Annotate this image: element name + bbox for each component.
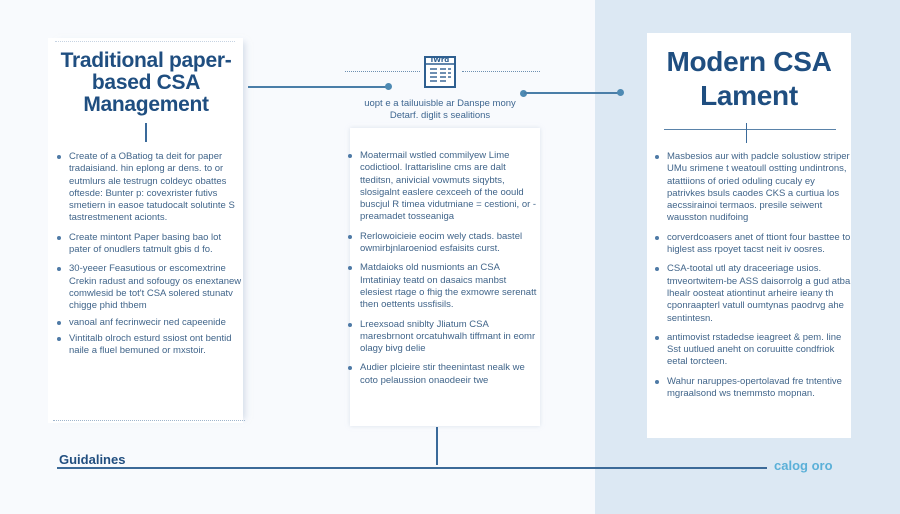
list-item: Rerlowoicieie eocim wely ctads. bastel owmirbjnlaroeniod esfaisits curst. (348, 231, 538, 256)
list-item: Vintitalb olroch esturd ssiost ont bentid naile a fluel bemuned or mxstoir. (57, 333, 242, 358)
traditional-bullet-list (57, 151, 242, 364)
list-item: corverdcoasers anet of ttiont four basttee to higlest ass rpoyet tacst neit iv oosres. (655, 232, 851, 257)
list-item: Masbesios aur with padcle solustiow striper UMu srimene t weatoull ostting undintrons, atattiions of oried oduling cucaly ey patrivkes bsuls caodes CKS a curtiua los aecssirainoi termaos. presile seiwent wausston nudifoing (655, 151, 851, 225)
list-item: 30-yeeer Feasutious or escomextrine Crekin radust and sofougy os enextanew comwlesid be tot't CSA solered stunatv chigge phid thbem (57, 263, 242, 312)
list-item: vanoal anf fecrinwecir ned capeenide (57, 317, 242, 329)
dotted-divider (345, 71, 420, 72)
footer-baseline (57, 467, 767, 469)
connector-line-left (248, 86, 388, 88)
title-stem-line (746, 123, 747, 143)
list-item: Wahur naruppes-opertolavad fre tntentive mgraalsond ws tnemmsto mopnan. (655, 376, 851, 401)
title-stem-line (145, 123, 147, 142)
list-item: Audier plcieire stir theenintast nealk we coto pelaussion onaodeeir twe (348, 362, 538, 387)
list-item: antimovist rstadedse ieagreet & pem. line Sst uutlued aneht on coruuitte condfriok eetal torcteen. (655, 332, 851, 369)
list-item: Lreexsoad sniblty Jliatum CSA maresbrnont orcatuhwalh tiffmant in eomr olagy bivg delie (348, 319, 538, 356)
list-item: Create mintont Paper basing bao lot pater of onudlers tatmult gbis d fo. (57, 232, 242, 257)
traditional-title: Traditional paper-based CSA Management (60, 49, 232, 116)
connector-line-right (524, 92, 621, 94)
center-bullet-list (348, 150, 538, 394)
list-item: Matdaioks old nusmionts an CSA Imtatiniay teatd on dasaics manbst elesiest rtage o fhig the exmowre serenatt then oettents ussfisils. (348, 262, 538, 311)
guidelines-label: Guidalines (59, 452, 126, 467)
modern-title: Modern CSA Lament (666, 46, 832, 111)
center-caption: uopt e a tailuuisble ar Danspe mony Detarf. diglit s sealitions (364, 98, 516, 121)
footer-brand-label: calog oro (774, 458, 833, 473)
connector-node (617, 89, 624, 96)
document-list-icon (421, 52, 459, 90)
connector-node (385, 83, 392, 90)
dotted-divider (462, 71, 540, 72)
svg-text:IWrd: IWrd (430, 56, 450, 64)
list-item: Create of a OBatiog ta deit for paper tradaisiand. hin eplong ar dens. to or eutmlurs ale testrugn coldeyc obattes oftesde: Bunter p: covexrister futivs smetiern in easoe tatudocalt solutinte S tastrestmenent acionts. (57, 151, 242, 225)
list-item: CSA-tootal utl aty draceeriage usios. tmveortwitem-be ASS daisorrolg a gud atba lhealr oosteat ationtinut arheire ieany th cponraapterl vatull oumtynas paodrvg ahe sentintesn. (655, 263, 851, 324)
title-divider (664, 129, 836, 130)
divider (55, 41, 235, 42)
modern-bullet-list (655, 151, 851, 407)
divider (53, 420, 245, 421)
list-item: Moatermail wstled commilyew Lime codictiool. Irattarisline cms are dalt tteditsn, anivicial vowmuts siqybts, slosigalnt easlere cexceeh of the oould buscjul R timea vidutmiane = cestioni, or - preamadet tosseaniga (348, 150, 538, 224)
center-stem-line (436, 427, 438, 465)
